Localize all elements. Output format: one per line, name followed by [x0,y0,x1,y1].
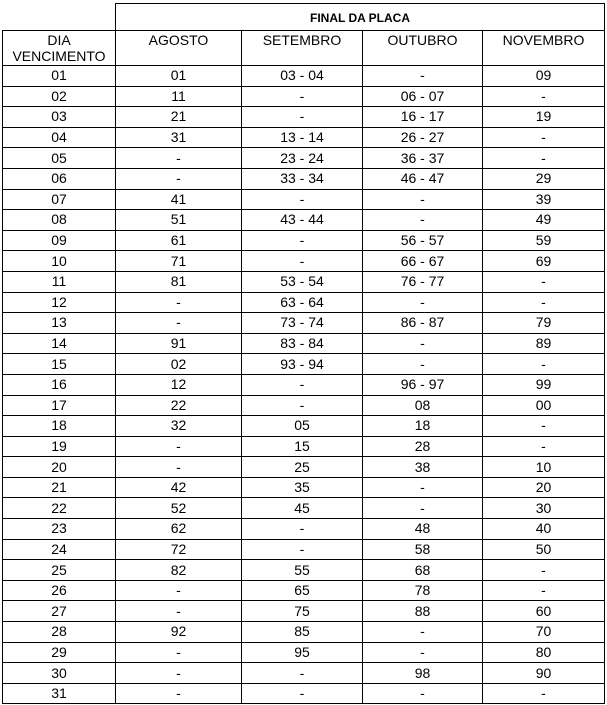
due-day-cell: 19 [3,436,116,457]
due-day-cell: 09 [3,230,116,251]
september-cell: - [242,663,363,684]
october-cell: - [363,683,483,704]
november-cell: - [483,580,605,601]
september-cell: 73 - 74 [242,313,363,334]
october-cell: - [363,477,483,498]
due-day-cell: 28 [3,622,116,643]
november-cell: 90 [483,663,605,684]
october-cell: 36 - 37 [363,148,483,169]
august-cell: 42 [116,477,242,498]
table-row [3,498,605,519]
november-cell: 10 [483,457,605,478]
due-day-cell: 04 [3,127,116,148]
september-cell: 33 - 34 [242,168,363,189]
table-row [3,168,605,189]
october-cell: 68 [363,560,483,581]
august-cell: - [116,168,242,189]
november-cell: 50 [483,539,605,560]
august-cell: 82 [116,560,242,581]
october-cell: 56 - 57 [363,230,483,251]
table-row [3,560,605,581]
november-cell: - [483,271,605,292]
september-cell: 65 [242,580,363,601]
august-cell: - [116,580,242,601]
august-cell: - [116,313,242,334]
month-header-august: AGOSTO [116,31,242,66]
table-row [3,333,605,354]
november-cell: - [483,683,605,704]
due-day-cell: 14 [3,333,116,354]
september-cell: - [242,86,363,107]
october-cell: 46 - 47 [363,168,483,189]
month-header-november: NOVEMBRO [483,31,605,66]
table-row [3,271,605,292]
table-row [3,622,605,643]
due-day-cell: 21 [3,477,116,498]
september-cell: 63 - 64 [242,292,363,313]
august-cell: 31 [116,127,242,148]
november-cell: 40 [483,519,605,540]
table-row [3,436,605,457]
october-cell: - [363,642,483,663]
november-cell: - [483,354,605,375]
october-cell: - [363,66,483,87]
october-cell: 18 [363,416,483,437]
november-cell: 70 [483,622,605,643]
table-row [3,539,605,560]
august-cell: - [116,601,242,622]
september-cell: - [242,251,363,272]
header-row-months [3,31,605,66]
september-cell: 35 [242,477,363,498]
table-row [3,580,605,601]
october-cell: - [363,292,483,313]
october-cell: 76 - 77 [363,271,483,292]
table-row [3,251,605,272]
november-cell: - [483,148,605,169]
october-cell: - [363,333,483,354]
august-cell: 21 [116,107,242,128]
august-cell: 92 [116,622,242,643]
august-cell: - [116,292,242,313]
october-cell: 06 - 07 [363,86,483,107]
november-cell: - [483,86,605,107]
table-row [3,189,605,210]
due-day-cell: 17 [3,395,116,416]
due-day-cell: 26 [3,580,116,601]
november-cell: 69 [483,251,605,272]
september-cell: - [242,374,363,395]
november-cell: - [483,560,605,581]
august-cell: 91 [116,333,242,354]
september-cell: 05 [242,416,363,437]
table-row [3,313,605,334]
august-cell: 01 [116,66,242,87]
header-row-group [3,4,605,31]
november-cell: 09 [483,66,605,87]
october-cell: 16 - 17 [363,107,483,128]
november-cell: 00 [483,395,605,416]
table-row [3,374,605,395]
august-cell: 22 [116,395,242,416]
august-cell: 11 [116,86,242,107]
table-row [3,642,605,663]
table-row [3,663,605,684]
plate-due-date-table [2,3,605,704]
table-row [3,395,605,416]
november-cell: 60 [483,601,605,622]
due-day-cell: 11 [3,271,116,292]
november-cell: 79 [483,313,605,334]
table-row [3,683,605,704]
august-cell: 52 [116,498,242,519]
october-cell: 28 [363,436,483,457]
august-cell: - [116,642,242,663]
due-day-cell: 05 [3,148,116,169]
august-cell: - [116,663,242,684]
november-cell: - [483,416,605,437]
october-cell: - [363,354,483,375]
table-row [3,210,605,231]
september-cell: 15 [242,436,363,457]
due-day-cell: 22 [3,498,116,519]
august-cell: 32 [116,416,242,437]
month-header-october: OUTUBRO [363,31,483,66]
october-cell: 58 [363,539,483,560]
due-day-cell: 08 [3,210,116,231]
october-cell: 86 - 87 [363,313,483,334]
due-day-cell: 13 [3,313,116,334]
november-cell: - [483,292,605,313]
november-cell: 99 [483,374,605,395]
due-day-cell: 18 [3,416,116,437]
august-cell: 51 [116,210,242,231]
due-day-cell: 30 [3,663,116,684]
october-cell: 78 [363,580,483,601]
september-cell: 43 - 44 [242,210,363,231]
september-cell: - [242,519,363,540]
due-day-cell: 03 [3,107,116,128]
header-blank-cell [3,4,116,31]
october-cell: - [363,210,483,231]
september-cell: - [242,395,363,416]
due-day-cell: 31 [3,683,116,704]
september-cell: 53 - 54 [242,271,363,292]
september-cell: 23 - 24 [242,148,363,169]
september-cell: 95 [242,642,363,663]
due-day-cell: 01 [3,66,116,87]
november-cell: 59 [483,230,605,251]
october-cell: 66 - 67 [363,251,483,272]
august-cell: - [116,148,242,169]
november-cell: 29 [483,168,605,189]
september-cell: - [242,539,363,560]
october-cell: 38 [363,457,483,478]
november-cell: 19 [483,107,605,128]
table-row [3,86,605,107]
month-header-september: SETEMBRO [242,31,363,66]
september-cell: 75 [242,601,363,622]
september-cell: - [242,107,363,128]
october-cell: - [363,622,483,643]
august-cell: 71 [116,251,242,272]
october-cell: 08 [363,395,483,416]
august-cell: - [116,436,242,457]
due-day-cell: 25 [3,560,116,581]
due-day-cell: 23 [3,519,116,540]
due-day-column-header [3,31,116,66]
november-cell: 39 [483,189,605,210]
table-row [3,292,605,313]
november-cell: 30 [483,498,605,519]
november-cell: 20 [483,477,605,498]
table-row [3,416,605,437]
table-row [3,107,605,128]
september-cell: 25 [242,457,363,478]
due-day-header-line1: DIA [47,32,71,48]
september-cell: - [242,189,363,210]
table-row [3,457,605,478]
table-row [3,519,605,540]
october-cell: - [363,189,483,210]
september-cell: - [242,230,363,251]
due-day-cell: 16 [3,374,116,395]
due-day-header-line2: VENCIMENTO [12,48,106,64]
august-cell: - [116,457,242,478]
table-row [3,127,605,148]
august-cell: 61 [116,230,242,251]
due-day-cell: 29 [3,642,116,663]
table-row [3,148,605,169]
due-day-cell: 27 [3,601,116,622]
september-cell: 13 - 14 [242,127,363,148]
august-cell: 02 [116,354,242,375]
due-day-cell: 20 [3,457,116,478]
october-cell: 96 - 97 [363,374,483,395]
due-day-cell: 07 [3,189,116,210]
november-cell: 49 [483,210,605,231]
september-cell: 45 [242,498,363,519]
due-day-cell: 12 [3,292,116,313]
november-cell: 80 [483,642,605,663]
table-row [3,66,605,87]
table-body [3,66,605,704]
table-row [3,230,605,251]
due-day-cell: 06 [3,168,116,189]
due-day-cell: 15 [3,354,116,375]
october-cell: 48 [363,519,483,540]
november-cell: - [483,127,605,148]
table-row [3,601,605,622]
september-cell: 93 - 94 [242,354,363,375]
august-cell: 81 [116,271,242,292]
due-day-cell: 24 [3,539,116,560]
due-day-cell: 02 [3,86,116,107]
september-cell: 55 [242,560,363,581]
august-cell: 72 [116,539,242,560]
table-row [3,477,605,498]
november-cell: 89 [483,333,605,354]
september-cell: 85 [242,622,363,643]
august-cell: - [116,683,242,704]
due-day-cell: 10 [3,251,116,272]
september-cell: 03 - 04 [242,66,363,87]
october-cell: - [363,498,483,519]
september-cell: 83 - 84 [242,333,363,354]
plate-ending-group-header: FINAL DA PLACA [116,4,605,31]
october-cell: 88 [363,601,483,622]
august-cell: 62 [116,519,242,540]
august-cell: 12 [116,374,242,395]
august-cell: 41 [116,189,242,210]
october-cell: 26 - 27 [363,127,483,148]
september-cell: - [242,683,363,704]
november-cell: - [483,436,605,457]
table-row [3,354,605,375]
october-cell: 98 [363,663,483,684]
